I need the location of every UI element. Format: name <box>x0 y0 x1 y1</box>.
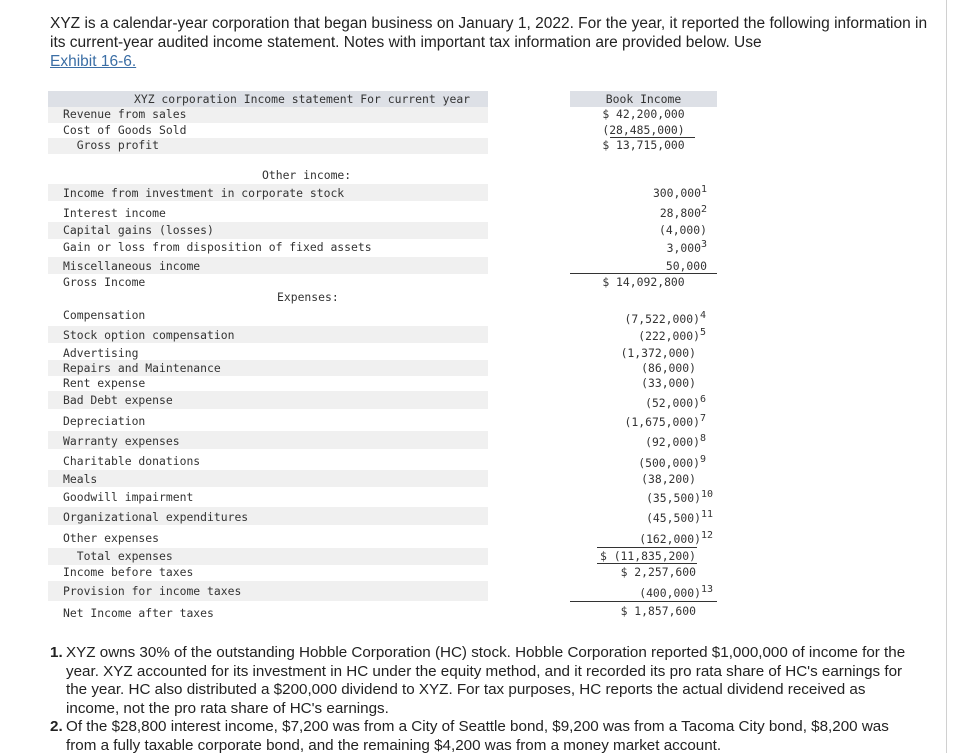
row-amount-gross-income: $ 14,092,800 <box>602 275 685 289</box>
row-amount-organizational: $(45,500)^{11}$ <box>646 509 713 525</box>
footnote-ref[interactable]: 10 <box>700 489 713 500</box>
row-label-interest-income: Interest income <box>63 206 166 220</box>
row-bg <box>48 470 488 487</box>
footnote-ref[interactable]: 13 <box>700 584 713 595</box>
note-number: 1. <box>50 644 63 661</box>
row-label-revenue: Revenue from sales <box>63 107 187 121</box>
row-label-net-income: Net Income after taxes <box>63 606 214 620</box>
row-label-repairs: Repairs and Maintenance <box>63 361 221 375</box>
row-label-charitable: Charitable donations <box>63 454 201 468</box>
row-label-disposition-gain: Gain or loss from disposition of fixed assets <box>63 240 372 254</box>
row-amount-charitable: $(500,000)^9$ <box>638 454 706 470</box>
note-item <box>50 644 920 718</box>
footnote-ref[interactable]: 8 <box>699 433 706 444</box>
statement-title: XYZ corporation Income statement For current year <box>134 92 471 106</box>
underline-misc-income <box>570 273 717 274</box>
tax-notes <box>50 644 920 755</box>
row-label-total-expenses: Total expenses <box>63 549 173 563</box>
footnote-ref[interactable]: 12 <box>700 530 713 541</box>
row-amount-revenue: $ 42,200,000 <box>602 107 685 121</box>
row-label-cogs: Cost of Goods Sold <box>63 123 187 137</box>
row-label-income-before-taxes: Income before taxes <box>63 565 194 579</box>
row-label-goodwill: Goodwill impairment <box>63 490 194 504</box>
row-amount-cogs: (28,485,000) <box>602 123 685 137</box>
row-amount-advertising: (1,372,000) <box>620 346 696 360</box>
note-text: Of the $28,800 interest income, $7,200 was from a City of Seattle bond, $9,200 was from a Tacoma City bond, $8,200 was from a fully taxable corporate bond, and the remaining $4,200 was from a money market account. <box>66 718 889 754</box>
row-label-bad-debt: Bad Debt expense <box>63 393 173 407</box>
row-label-capital-gains: Capital gains (losses) <box>63 223 214 237</box>
footnote-ref[interactable]: 6 <box>699 394 706 405</box>
row-amount-stock-option: $(222,000)^5$ <box>638 327 706 343</box>
underline-total-expenses <box>597 563 697 564</box>
row-amount-depreciation: $(1,675,000)^7$ <box>624 413 706 429</box>
row-label-investment-income: Income from investment in corporate stock <box>63 186 345 200</box>
row-label-warranty: Warranty expenses <box>63 434 180 448</box>
row-amount-interest-income: 28,800$^2$ <box>659 204 707 220</box>
right-frame-border <box>946 0 947 753</box>
row-label-rent: Rent expense <box>63 376 146 390</box>
footnote-ref[interactable]: 5 <box>699 327 706 338</box>
book-income-header: Book Income <box>605 92 682 106</box>
row-label-depreciation: Depreciation <box>63 414 146 428</box>
row-label-provision-taxes: Provision for income taxes <box>63 584 242 598</box>
footnote-ref[interactable]: 2 <box>700 204 707 215</box>
row-amount-total-expenses: $ (11,835,200) <box>599 549 696 563</box>
row-amount-capital-gains: (4,000) <box>658 223 707 237</box>
underline-provision-taxes <box>570 601 717 602</box>
note-text: XYZ owns 30% of the outstanding Hobble Corporation (HC) stock. Hobble Corporation reported $1,000,000 of income for the year. XYZ accounted for its investment in HC under the equity method, and it recorded its pro rata share of HC's earnings for the year. HC also distributed a $200,000 dividend to XYZ. For tax purposes, HC reports the actual dividend received as income, not the pro rata share of HC's earnings. <box>66 644 906 717</box>
row-label-organizational: Organizational expenditures <box>63 510 249 524</box>
row-amount-net-income: $ 1,857,600 <box>620 604 696 618</box>
row-amount-meals: (38,200) <box>641 472 696 486</box>
row-label-gross-profit: Gross profit <box>63 138 160 152</box>
row-label-stock-option: Stock option compensation <box>63 328 235 342</box>
row-amount-warranty: $(92,000)^8$ <box>645 433 706 449</box>
row-amount-other-expenses: $(162,000)^{12}$ <box>639 530 713 546</box>
footnote-ref[interactable]: 4 <box>699 310 706 321</box>
row-label-gross-income: Gross Income <box>63 275 146 289</box>
row-amount-gross-profit: $ 13,715,000 <box>602 138 685 152</box>
row-amount-disposition-gain: 3,000$^3$ <box>666 239 707 255</box>
row-amount-income-before-taxes: $ 2,257,600 <box>620 565 696 579</box>
note-number: 2. <box>50 718 63 735</box>
footnote-ref[interactable]: 11 <box>700 509 713 520</box>
expenses-header: Expenses: <box>277 290 339 304</box>
row-label-meals: Meals <box>63 472 98 486</box>
row-label-misc-income: Miscellaneous income <box>63 259 201 273</box>
row-label-compensation: Compensation <box>63 308 146 322</box>
underline-other-expenses <box>597 547 697 548</box>
footnote-ref[interactable]: 1 <box>700 184 707 195</box>
footnote-ref[interactable]: 9 <box>699 454 706 465</box>
row-amount-goodwill: $(35,500)^{10}$ <box>646 489 713 505</box>
intro-text: XYZ is a calendar-year corporation that began business on January 1, 2022. For the year, it reported the following information in its current-year audited income statement. Notes with important tax information are provided below. Use <box>50 15 928 51</box>
row-amount-provision-taxes: $(400,000)^{13}$ <box>639 584 713 600</box>
exhibit-link[interactable]: Exhibit 16-6. <box>50 53 137 70</box>
row-amount-repairs: (86,000) <box>641 361 696 375</box>
row-amount-investment-income: 300,000$^1$ <box>652 184 707 200</box>
row-amount-rent: (33,000) <box>641 376 696 390</box>
note-item <box>50 718 920 755</box>
row-amount-misc-income: 50,000 <box>665 259 707 273</box>
row-amount-bad-debt: $(52,000)^6$ <box>645 394 706 410</box>
other-income-header: Other income: <box>262 168 352 182</box>
row-label-advertising: Advertising <box>63 346 139 360</box>
row-amount-compensation: $(7,522,000)^4$ <box>624 310 706 326</box>
footnote-ref[interactable]: 3 <box>700 239 707 250</box>
row-label-other-expenses: Other expenses <box>63 531 160 545</box>
footnote-ref[interactable]: 7 <box>699 413 706 424</box>
intro-paragraph <box>50 14 930 71</box>
